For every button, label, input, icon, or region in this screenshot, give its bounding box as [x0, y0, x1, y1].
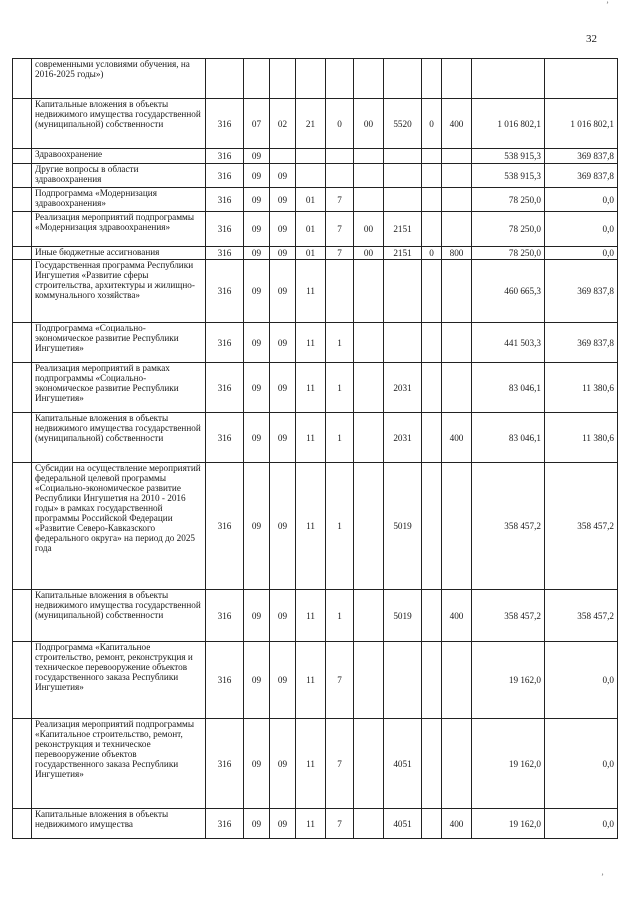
cell-event	[354, 188, 384, 212]
cell-subsection: 09	[270, 809, 296, 839]
cell-amount-2: 0,0	[545, 719, 618, 809]
cell-program: 11	[296, 363, 326, 413]
row-name: Реализация мероприятий подпрограммы «Модернизация здравоохранения»	[32, 212, 206, 247]
table-row	[13, 247, 618, 260]
cell-subprogram: 7	[326, 212, 354, 247]
cell-ministry: 316	[206, 463, 244, 590]
cell-amount-1: 78 250,0	[472, 247, 545, 260]
cell-section: 09	[244, 719, 270, 809]
cell-amount-2: 11 380,6	[545, 363, 618, 413]
cell-amount-1	[472, 59, 545, 99]
cell-subprogram: 1	[326, 590, 354, 642]
cell-direction: 4051	[384, 719, 422, 809]
cell-code	[422, 719, 442, 809]
cell-program: 11	[296, 463, 326, 590]
cell-event	[354, 323, 384, 363]
row-name: Иные бюджетные ассигнования	[32, 247, 206, 260]
table-row	[13, 642, 618, 719]
cell-subsection	[270, 59, 296, 99]
cell-amount-2: 1 016 802,1	[545, 99, 618, 149]
cell-ministry: 316	[206, 363, 244, 413]
cell-direction: 2031	[384, 363, 422, 413]
cell-amount-1: 78 250,0	[472, 188, 545, 212]
cell-amount-2: 358 457,2	[545, 590, 618, 642]
cell-ministry: 316	[206, 99, 244, 149]
cell-expense-type	[442, 59, 472, 99]
cell-subprogram: 7	[326, 188, 354, 212]
cell-ministry: 316	[206, 413, 244, 463]
cell-program: 11	[296, 809, 326, 839]
cell-expense-type	[442, 260, 472, 323]
row-name: Подпрограмма «Модернизация здравоохранения»	[32, 188, 206, 212]
cell-program: 01	[296, 188, 326, 212]
cell-event	[354, 149, 384, 164]
cell-code	[422, 413, 442, 463]
table-row	[13, 809, 618, 839]
cell-subprogram: 1	[326, 463, 354, 590]
cell-section: 09	[244, 590, 270, 642]
cell-subsection	[270, 149, 296, 164]
cell-subprogram: 7	[326, 247, 354, 260]
cell-amount-1: 83 046,1	[472, 363, 545, 413]
cell-subsection: 09	[270, 247, 296, 260]
cell-code	[422, 590, 442, 642]
cell-section: 09	[244, 463, 270, 590]
cell-ministry: 316	[206, 809, 244, 839]
cell-direction: 5019	[384, 463, 422, 590]
cell-subprogram: 1	[326, 323, 354, 363]
cell-event	[354, 260, 384, 323]
cell-code	[422, 809, 442, 839]
row-name: современными условиями обучения, на 2016-2025 годы»)	[32, 59, 206, 99]
cell-subprogram: 0	[326, 99, 354, 149]
cell-expense-type	[442, 363, 472, 413]
row-name: Капитальные вложения в объекты недвижимого имущества государственной (муниципальной) собственности	[32, 413, 206, 463]
cell-expense-type	[442, 164, 472, 188]
cell-direction: 2031	[384, 413, 422, 463]
cell-direction: 5520	[384, 99, 422, 149]
cell-amount-1: 83 046,1	[472, 413, 545, 463]
cell-section: 09	[244, 149, 270, 164]
cell-direction	[384, 642, 422, 719]
row-name: Субсидии на осуществление мероприятий федеральной целевой программы «Социально-экономическое развитие Республики Ингушетия на 2010 - 2016 годы» в рамках государственной программы Российской Федерации «Развитие Северо-Кавказского федерального округа» на период до 2025 года	[32, 463, 206, 590]
page-number: 32	[586, 33, 597, 45]
table-row	[13, 590, 618, 642]
cell-amount-1: 1 016 802,1	[472, 99, 545, 149]
cell-subprogram: 1	[326, 413, 354, 463]
cell-subsection: 09	[270, 260, 296, 323]
cell-ministry: 316	[206, 642, 244, 719]
cell-direction: 5019	[384, 590, 422, 642]
row-name: Реализация мероприятий в рамках подпрограммы «Социально-экономическое развитие Республики Ингушетия»	[32, 363, 206, 413]
cell-expense-type	[442, 323, 472, 363]
cell-program	[296, 164, 326, 188]
cell-amount-2: 358 457,2	[545, 463, 618, 590]
cell-event: 00	[354, 247, 384, 260]
cell-subprogram	[326, 164, 354, 188]
cell-event	[354, 809, 384, 839]
cell-event	[354, 642, 384, 719]
row-name: Здравоохранение	[32, 149, 206, 164]
cell-amount-2: 11 380,6	[545, 413, 618, 463]
cell-section: 09	[244, 247, 270, 260]
row-name: Капитальные вложения в объекты недвижимого имущества государственной (муниципальной) собственности	[32, 590, 206, 642]
cell-direction: 2151	[384, 247, 422, 260]
cell-subprogram	[326, 260, 354, 323]
cell-event: 00	[354, 99, 384, 149]
cell-event	[354, 363, 384, 413]
cell-program: 01	[296, 247, 326, 260]
cell-amount-1: 78 250,0	[472, 212, 545, 247]
cell-ministry: 316	[206, 247, 244, 260]
cell-code: 0	[422, 99, 442, 149]
cell-amount-2: 0,0	[545, 247, 618, 260]
cell-amount-2: 369 837,8	[545, 149, 618, 164]
cell-section: 09	[244, 363, 270, 413]
cell-code	[422, 212, 442, 247]
cell-event	[354, 719, 384, 809]
table-row	[13, 59, 618, 99]
row-name: Капитальные вложения в объекты недвижимого имущества	[32, 809, 206, 839]
cell-code: 0	[422, 247, 442, 260]
cell-subprogram: 7	[326, 809, 354, 839]
cell-expense-type: 400	[442, 809, 472, 839]
cell-program: 11	[296, 413, 326, 463]
row-name: Реализация мероприятий подпрограммы «Капитальное строительство, ремонт, реконструкция и техническое перевооружение объектов государственного заказа Республики Ингушетия»	[32, 719, 206, 809]
cell-amount-2: 369 837,8	[545, 164, 618, 188]
cell-section: 09	[244, 809, 270, 839]
cell-amount-1: 19 162,0	[472, 719, 545, 809]
cell-amount-1: 441 503,3	[472, 323, 545, 363]
cell-amount-2	[545, 59, 618, 99]
cell-program: 11	[296, 590, 326, 642]
table-row	[13, 363, 618, 413]
cell-subsection: 09	[270, 642, 296, 719]
cell-amount-1: 358 457,2	[472, 463, 545, 590]
cell-ministry: 316	[206, 164, 244, 188]
cell-subsection: 09	[270, 188, 296, 212]
table-row	[13, 323, 618, 363]
row-name: Капитальные вложения в объекты недвижимого имущества государственной (муниципальной) собственности	[32, 99, 206, 149]
cell-program: 11	[296, 323, 326, 363]
cell-subsection: 02	[270, 99, 296, 149]
cell-program: 11	[296, 642, 326, 719]
cell-amount-1: 358 457,2	[472, 590, 545, 642]
cell-section	[244, 59, 270, 99]
cell-ministry: 316	[206, 212, 244, 247]
cell-amount-2: 0,0	[545, 809, 618, 839]
cell-subprogram: 7	[326, 719, 354, 809]
cell-subprogram	[326, 59, 354, 99]
cell-program: 21	[296, 99, 326, 149]
cell-program	[296, 149, 326, 164]
cell-expense-type	[442, 212, 472, 247]
cell-amount-1: 19 162,0	[472, 809, 545, 839]
cell-program: 11	[296, 719, 326, 809]
cell-code	[422, 363, 442, 413]
cell-event	[354, 59, 384, 99]
scan-mark-bottom: ’	[601, 872, 604, 882]
cell-expense-type: 400	[442, 99, 472, 149]
cell-amount-1: 19 162,0	[472, 642, 545, 719]
cell-subsection: 09	[270, 590, 296, 642]
row-name: Подпрограмма «Капитальное строительство, ремонт, реконструкция и техническое перевооружение объектов государственного заказа Республики Ингушетия»	[32, 642, 206, 719]
cell-subsection: 09	[270, 164, 296, 188]
cell-subprogram: 7	[326, 642, 354, 719]
cell-direction	[384, 188, 422, 212]
cell-section: 07	[244, 99, 270, 149]
cell-event	[354, 590, 384, 642]
cell-code	[422, 463, 442, 590]
cell-expense-type: 400	[442, 413, 472, 463]
cell-code	[422, 164, 442, 188]
cell-expense-type: 800	[442, 247, 472, 260]
cell-amount-1: 538 915,3	[472, 149, 545, 164]
cell-code	[422, 59, 442, 99]
cell-ministry: 316	[206, 260, 244, 323]
budget-table	[12, 58, 618, 839]
cell-expense-type	[442, 719, 472, 809]
cell-event	[354, 413, 384, 463]
cell-event: 00	[354, 212, 384, 247]
cell-program: 11	[296, 260, 326, 323]
cell-section: 09	[244, 188, 270, 212]
row-name: Другие вопросы в области здравоохранения	[32, 164, 206, 188]
cell-expense-type	[442, 188, 472, 212]
cell-direction	[384, 59, 422, 99]
table-row	[13, 413, 618, 463]
scan-mark-top: ’	[606, 0, 609, 10]
cell-direction	[384, 164, 422, 188]
cell-subsection: 09	[270, 323, 296, 363]
cell-amount-1: 538 915,3	[472, 164, 545, 188]
row-name: Государственная программа Республики Ингушетия «Развитие сферы строительства, архитектуры и жилищно-коммунального хозяйства»	[32, 260, 206, 323]
table-row	[13, 212, 618, 247]
cell-code	[422, 642, 442, 719]
cell-direction	[384, 149, 422, 164]
cell-ministry	[206, 59, 244, 99]
cell-ministry: 316	[206, 590, 244, 642]
table-row	[13, 719, 618, 809]
cell-ministry: 316	[206, 719, 244, 809]
cell-expense-type: 400	[442, 590, 472, 642]
cell-ministry: 316	[206, 149, 244, 164]
cell-amount-2: 369 837,8	[545, 323, 618, 363]
cell-amount-1: 460 665,3	[472, 260, 545, 323]
cell-code	[422, 188, 442, 212]
cell-code	[422, 260, 442, 323]
cell-amount-2: 0,0	[545, 212, 618, 247]
cell-amount-2: 0,0	[545, 188, 618, 212]
cell-direction: 4051	[384, 809, 422, 839]
cell-amount-2: 0,0	[545, 642, 618, 719]
cell-expense-type	[442, 149, 472, 164]
cell-subprogram: 1	[326, 363, 354, 413]
table-row	[13, 260, 618, 323]
cell-subsection: 09	[270, 719, 296, 809]
table-row	[13, 463, 618, 590]
table-row	[13, 164, 618, 188]
cell-section: 09	[244, 260, 270, 323]
cell-direction	[384, 260, 422, 323]
cell-code	[422, 149, 442, 164]
table-row	[13, 99, 618, 149]
cell-expense-type	[442, 463, 472, 590]
cell-subsection: 09	[270, 413, 296, 463]
cell-event	[354, 164, 384, 188]
cell-section: 09	[244, 413, 270, 463]
cell-ministry: 316	[206, 188, 244, 212]
cell-subprogram	[326, 149, 354, 164]
cell-direction	[384, 323, 422, 363]
cell-program	[296, 59, 326, 99]
cell-subsection: 09	[270, 363, 296, 413]
cell-amount-2: 369 837,8	[545, 260, 618, 323]
cell-ministry: 316	[206, 323, 244, 363]
cell-section: 09	[244, 164, 270, 188]
row-name: Подпрограмма «Социально-экономическое развитие Республики Ингушетия»	[32, 323, 206, 363]
cell-subsection: 09	[270, 463, 296, 590]
cell-expense-type	[442, 642, 472, 719]
cell-program: 01	[296, 212, 326, 247]
cell-subsection: 09	[270, 212, 296, 247]
cell-section: 09	[244, 212, 270, 247]
cell-code	[422, 323, 442, 363]
table-row	[13, 188, 618, 212]
cell-section: 09	[244, 323, 270, 363]
cell-direction: 2151	[384, 212, 422, 247]
cell-section: 09	[244, 642, 270, 719]
cell-event	[354, 463, 384, 590]
table-row	[13, 149, 618, 164]
